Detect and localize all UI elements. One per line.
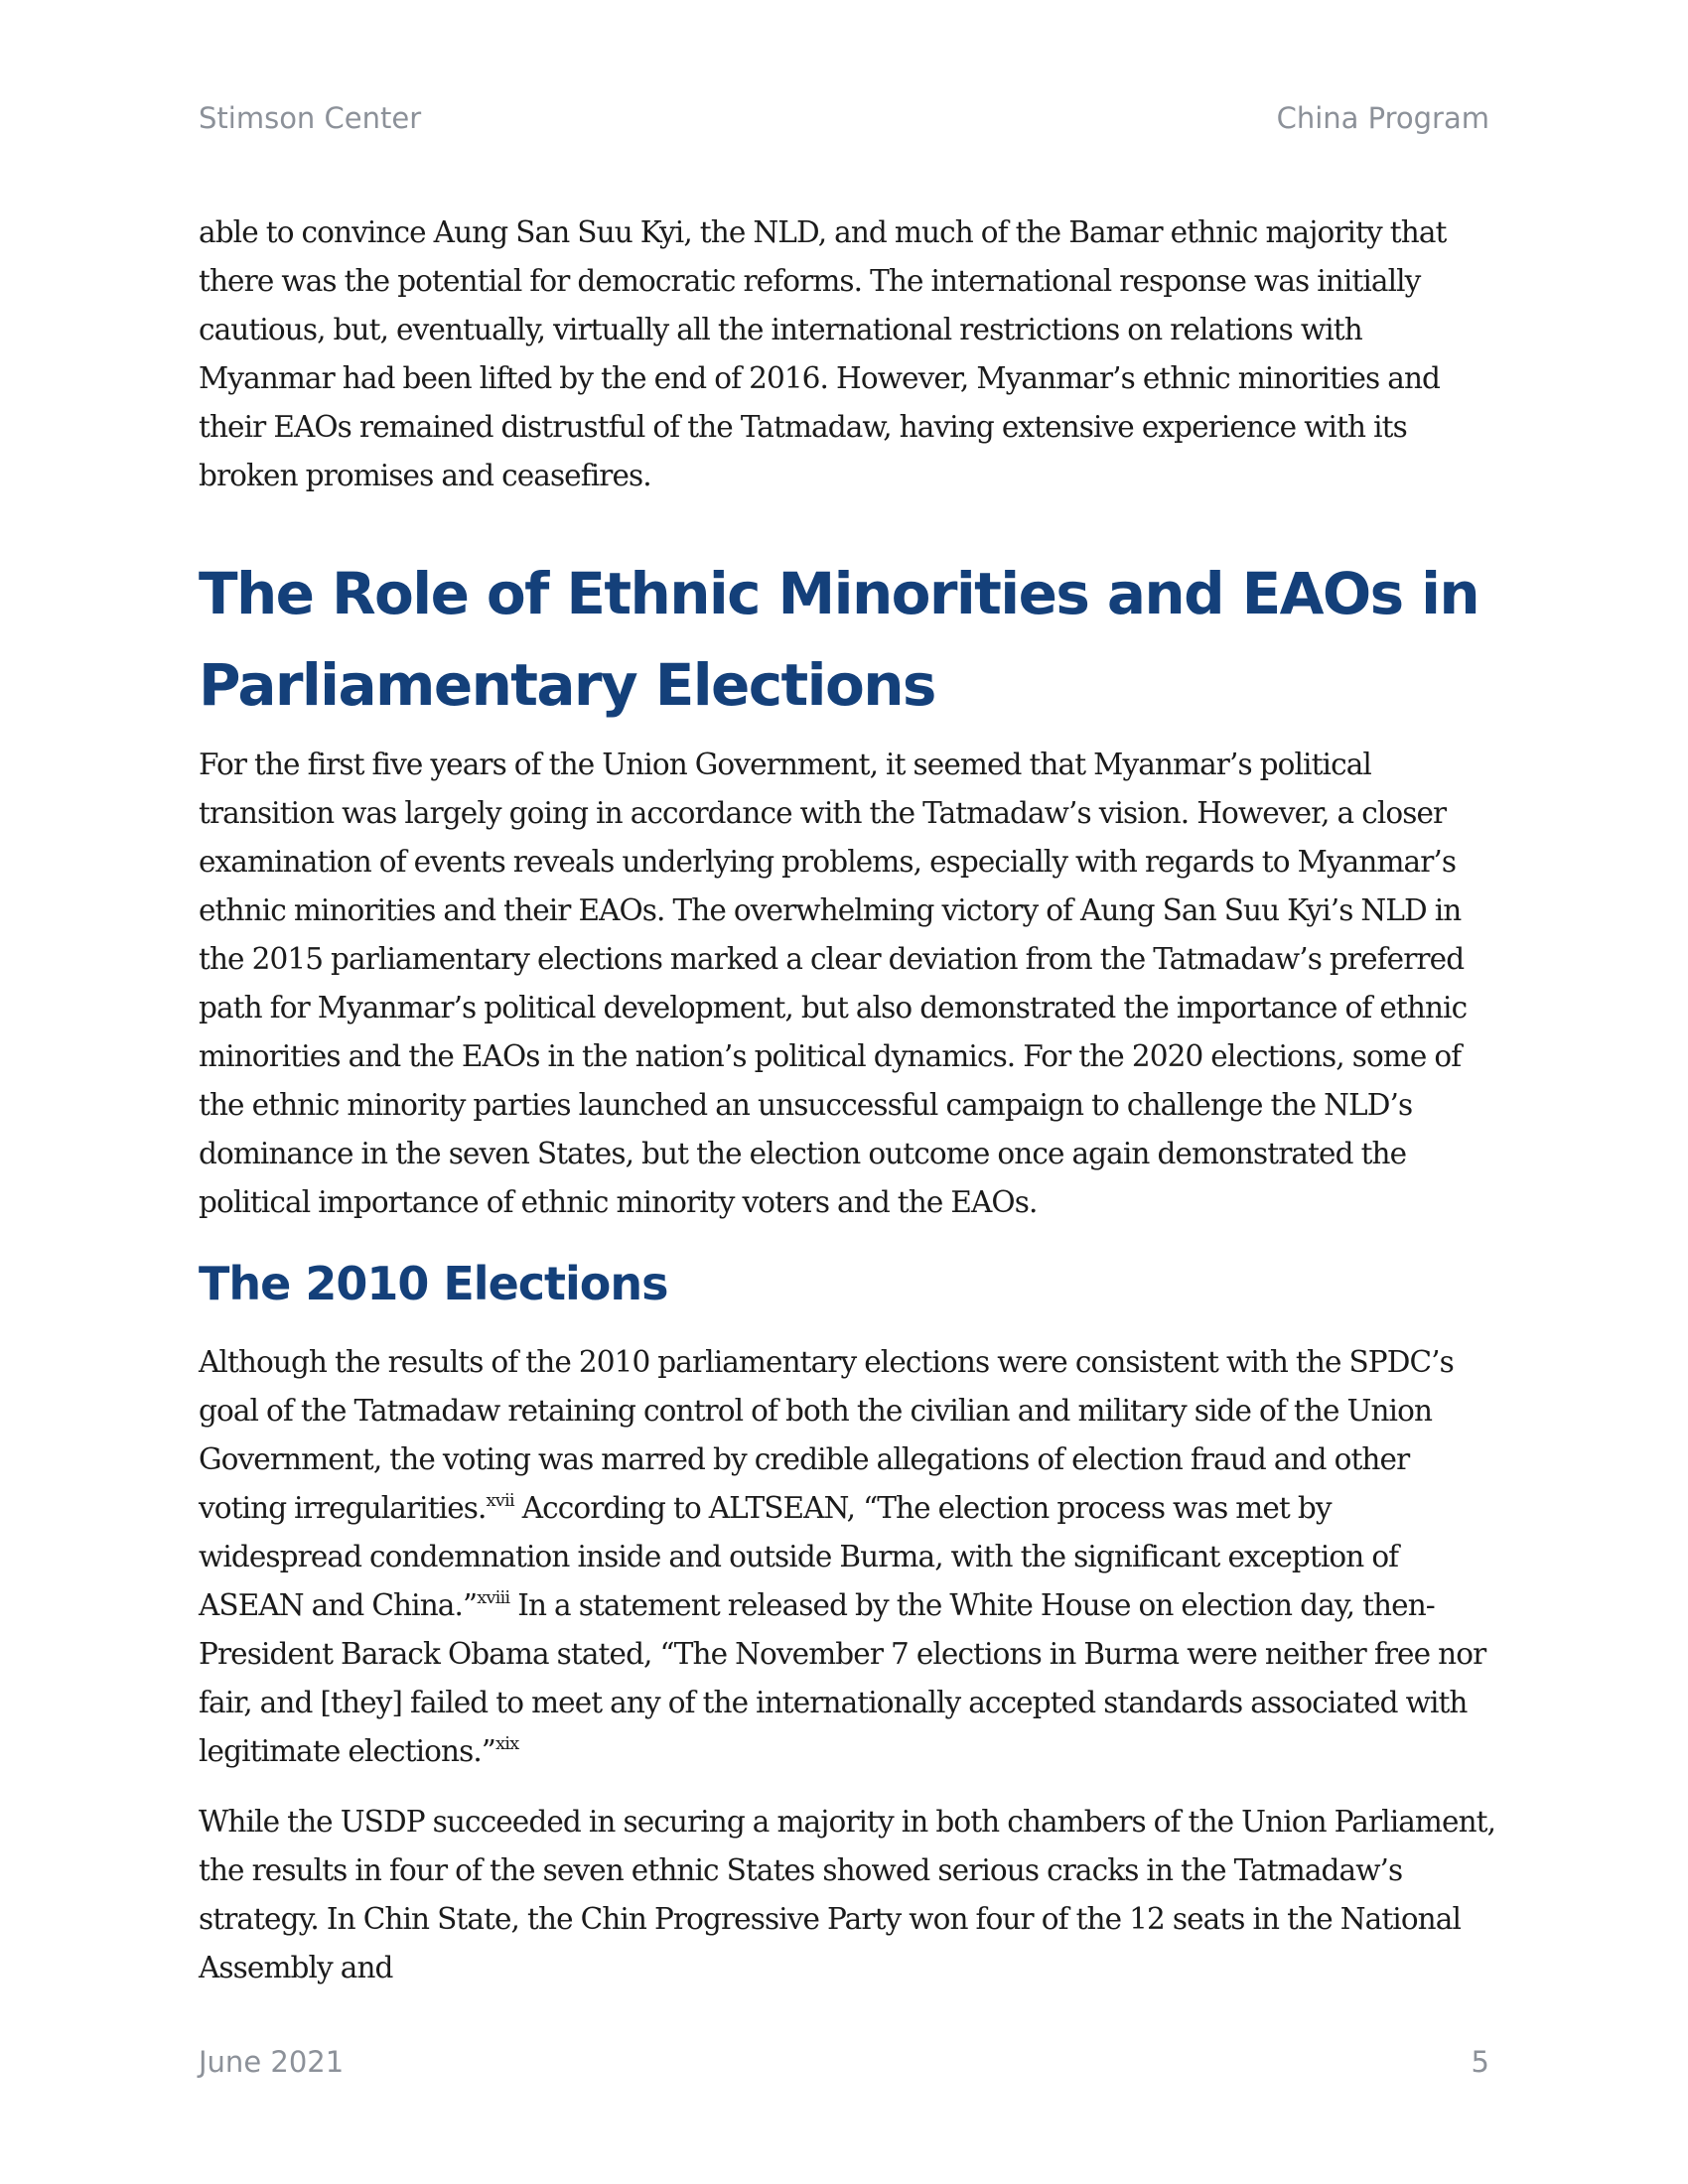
endnote-marker: xvii [486,1490,514,1511]
main-content [199,208,1499,1992]
intro-paragraph: able to convince Aung San Suu Kyi, the NLD, and much of the Bamar ethnic majority that there was the potential for democratic reforms. The international response was initially cautious, but, eventually, virtually all the international restrictions on relations with Myanmar had been lifted by the end of 2016. However, Myanmar’s ethnic minorities and their EAOs remained distrustful of the Tatmadaw, having extensive experience with its broken promises and ceasefires. [199,215,1447,492]
footer-date: June 2021 [199,2045,345,2079]
running-header [199,101,1489,135]
elections-text-2: According to ALTSEAN, “The election process was met by widespread condemnation inside and outside Burma, with the significant exception of ASEAN and China.” [199,1491,1399,1622]
section-heading: The Role of Ethnic Minorities and EAOs in Parliamentary Elections [199,560,1479,719]
subsection-heading: The 2010 Elections [199,1257,668,1310]
elections-paragraph [199,1338,1499,1776]
usdp-paragraph: While the USDP succeeded in securing a majority in both chambers of the Union Parliament, the results in four of the seven ethnic States showed serious cracks in the Tatmadaw’s strategy. In Chin State, the Chin Progressive Party won four of the 12 seats in the National Assembly and [199,1805,1496,1984]
running-footer [199,2045,1489,2079]
header-program: China Program [1276,101,1489,135]
endnote-marker: xviii [477,1587,510,1608]
section-paragraph: For the first five years of the Union Government, it seemed that Myanmar’s political transition was largely going in accordance with the Tatmadaw’s vision. However, a closer examination of events reveals underlying problems, especially with regards to Myanmar’s ethnic minorities and their EAOs. The overwhelming victory of Aung San Suu Kyi’s NLD in the 2015 parliamentary elections marked a clear deviation from the Tatmadaw’s preferred path for Myanmar’s political development, but also demonstrated the importance of ethnic minorities and the EAOs in the nation’s political dynamics. For the 2020 elections, some of the ethnic minority parties launched an unsuccessful campaign to challenge the NLD’s dominance in the seven States, but the election outcome once again demonstrated the political importance of ethnic minority voters and the EAOs. [199,748,1468,1219]
endnote-marker: xix [494,1733,519,1754]
elections-text-3: In a statement released by the White House on election day, then-President Barack Obama stated, “The November 7 elections in Burma were neither free nor fair, and [they] failed to meet any of the internationally accepted standards associated with legitimate elections.” [199,1588,1486,1768]
header-organization: Stimson Center [199,101,422,135]
elections-text-1: Although the results of the 2010 parliamentary elections were consistent with the SPDC’s goal of the Tatmadaw retaining control of both the civilian and military side of the Union Government, the voting was marred by credible allegations of election fraud and other voting irregularities. [199,1345,1454,1525]
page-number: 5 [1471,2045,1489,2079]
